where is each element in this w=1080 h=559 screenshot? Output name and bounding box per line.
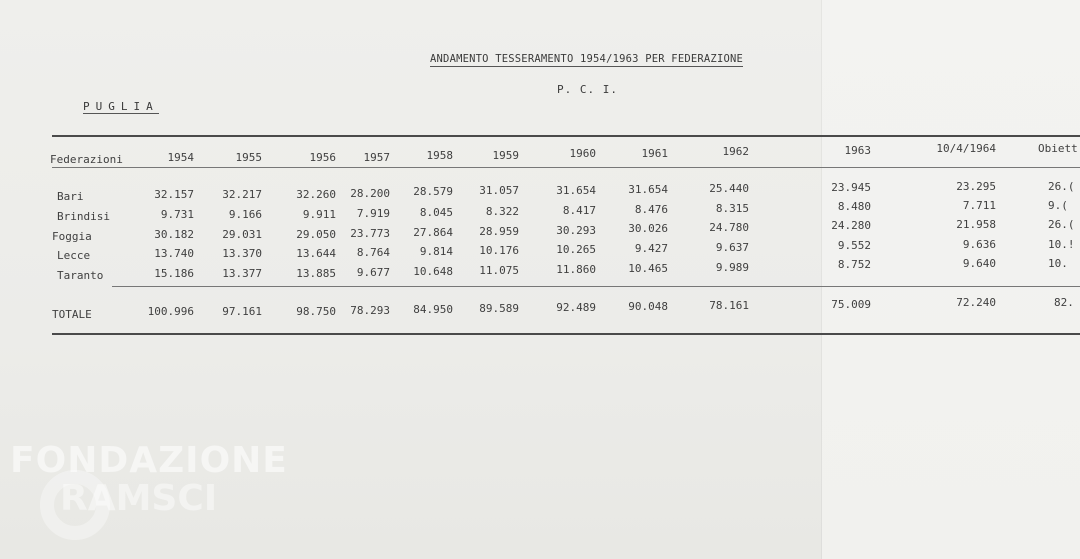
table-cell: 8.752 [837,258,871,271]
table-cell: 23.773 [350,227,390,240]
table-cell: 7.711 [962,199,996,212]
table-cell: 31.057 [479,184,519,197]
table-cell: 13.885 [296,267,336,280]
table-cell: 15.186 [154,267,194,280]
table-cell: 28.959 [479,225,519,238]
row-label: Bari [57,190,84,203]
table-cell: 10.! [1048,238,1075,251]
total-top-rule [112,286,1080,287]
table-cell: 10.176 [479,244,519,257]
table-cell: 11.075 [479,264,519,277]
total-cell: 84.950 [413,303,453,316]
table-cell: 24.280 [831,219,871,232]
total-cell: 82. [1054,296,1074,309]
table-cell: 8.315 [715,202,749,215]
total-cell: 100.996 [147,305,194,318]
table-cell: 11.860 [556,263,596,276]
table-cell: 13.377 [222,267,262,280]
table-cell: 30.026 [628,222,668,235]
watermark-line2: RAMSCI [60,478,218,519]
table-cell: 8.480 [837,200,871,213]
table-cell: 10. [1048,257,1068,270]
table-cell: 13.370 [222,247,262,260]
column-header-federazioni: Federazioni [50,153,123,166]
table-cell: 24.780 [709,221,749,234]
column-header: 1960 [569,147,596,160]
document-title: ANDAMENTO TESSERAMENTO 1954/1963 PER FEDERAZIONE [430,53,744,65]
table-cell: 32.217 [222,188,262,201]
table-cell: 9.637 [715,241,749,254]
total-cell: 90.048 [628,300,668,313]
total-label: TOTALE [52,308,92,321]
table-cell: 32.260 [296,188,336,201]
column-header: 1957 [363,151,390,164]
table-cell: 29.031 [222,228,262,241]
row-label: Lecce [57,249,91,262]
table-cell: 8.322 [485,205,519,218]
table-cell: 9.731 [160,208,194,221]
table-cell: 26.( [1048,180,1075,193]
total-cell: 89.589 [479,302,519,315]
total-cell: 72.240 [956,296,996,309]
table-cell: 9.677 [356,266,390,279]
table-cell: 31.654 [556,184,596,197]
column-header: 1961 [641,147,668,160]
table-top-rule [52,135,1080,137]
table-cell: 10.648 [413,265,453,278]
table-cell: 7.919 [356,207,390,220]
column-header: 1962 [722,145,749,158]
table-cell: 21.958 [956,218,996,231]
column-header: 1963 [844,144,871,157]
table-cell: 27.864 [413,226,453,239]
total-cell: 97.161 [222,305,262,318]
column-header: 1954 [167,151,194,164]
total-cell: 98.750 [296,305,336,318]
table-cell: 23.295 [956,180,996,193]
region-heading: PUGLIA [83,100,159,113]
table-cell: 9.552 [837,239,871,252]
total-cell: 75.009 [831,298,871,311]
table-cell: 30.182 [154,228,194,241]
table-cell: 13.740 [154,247,194,260]
table-cell: 28.579 [413,185,453,198]
table-bottom-rule [52,333,1080,335]
table-cell: 30.293 [556,224,596,237]
table-cell: 9.166 [228,208,262,221]
table-cell: 8.764 [356,246,390,259]
table-cell: 13.644 [296,247,336,260]
table-cell: 9.427 [634,242,668,255]
column-header: 1955 [235,151,262,164]
table-cell: 9.814 [419,245,453,258]
document-page-right [822,0,1080,559]
column-header: 10/4/1964 [936,142,996,155]
total-cell: 78.293 [350,304,390,317]
table-cell: 8.476 [634,203,668,216]
header-bottom-rule [52,167,1080,168]
table-cell: 10.265 [556,243,596,256]
table-cell: 31.654 [628,183,668,196]
table-cell: 23.945 [831,181,871,194]
table-cell: 28.200 [350,187,390,200]
row-label: Foggia [52,230,92,243]
table-cell: 32.157 [154,188,194,201]
watermark-line1: FONDAZIONE [10,440,288,481]
table-cell: 8.417 [562,204,596,217]
table-cell: 29.050 [296,228,336,241]
table-cell: 9.636 [962,238,996,251]
table-cell: 26.( [1048,218,1075,231]
row-label: Taranto [57,269,104,282]
column-header: Obiett [1038,142,1078,155]
table-cell: 9.911 [302,208,336,221]
row-label: Brindisi [57,210,110,223]
table-cell: 9.( [1048,199,1068,212]
column-header: 1959 [492,149,519,162]
total-cell: 78.161 [709,299,749,312]
table-cell: 9.640 [962,257,996,270]
table-cell: 10.465 [628,262,668,275]
table-cell: 9.989 [715,261,749,274]
column-header: 1958 [426,149,453,162]
column-header: 1956 [309,151,336,164]
total-cell: 92.489 [556,301,596,314]
table-cell: 8.045 [419,206,453,219]
table-cell: 25.440 [709,182,749,195]
document-subtitle: P. C. I. [557,83,618,96]
